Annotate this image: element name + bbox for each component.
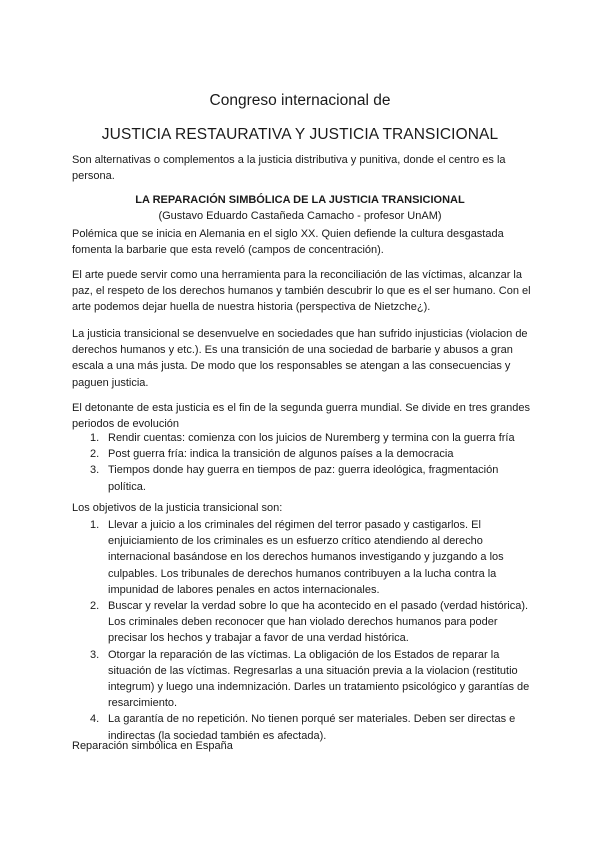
list-item (72, 647, 534, 712)
paragraph-arte: El arte puede servir como una herramienta para la reconciliación de las víctimas, alcanzar la paz, el respeto de los derechos humanos y también descubrir lo que es el ser humano. Con el arte podemos dejar huella de nuestra historia (perspectiva de Nietzche¿). (72, 269, 531, 314)
list-item-text: Buscar y revelar la verdad sobre lo que ha acontecido en el pasado (verdad histórica). Los criminales deben reconocer que han violado derechos humanos para poder precisar los hechos y trabajar a favor de una verdad histórica. (108, 600, 529, 645)
list-number: 2. (90, 448, 100, 461)
intro-paragraph: Son alternativas o complementos a la justicia distributiva y punitiva, donde el centro es la persona. (72, 154, 506, 183)
paragraph-detonante: El detonante de esta justicia es el fin de la segunda guerra mundial. Se divide en tres grandes periodos de evolución (72, 402, 531, 431)
list-item-text: La garantía de no repetición. No tienen porqué ser materiales. Deben ser directas e indirectas (la sociedad también es afectada). (108, 713, 516, 742)
congress-heading: Congreso internacional de (209, 92, 391, 109)
paragraph-justicia-transicional: La justicia transicional se desenvuelve en sociedades que han sufrido injusticias (violacion de derechos humanos y etc.). Es una transición de una sociedad de barbarie y abusos a gran escala a una más justa. De modo que los responsables se atengan a las consecuencias y paguen justicia. (72, 328, 528, 389)
list-item-text: Otorgar la reparación de las víctimas. La obligación de los Estados de reparar la situación de las víctimas. Regresarlas a una situación previa a la violacion (restitutio integrum) y luego una indemnización. Darles un tratamiento psicológico y garantías de resarcimiento. (108, 648, 530, 710)
list-item (72, 517, 534, 598)
list-item (72, 430, 534, 446)
paragraph-polemica: Polémica que se inicia en Alemania en el siglo XX. Quien defiende la cultura desgastada fomenta la barbarie que esta reveló (campos de concentración). (72, 228, 504, 257)
list-item-text: Post guerra fría: indica la transición de algunos países a la democracia (108, 448, 454, 461)
objectives-list (72, 517, 534, 744)
list-number: 4. (90, 713, 100, 726)
list-number: 2. (90, 600, 100, 613)
article-title: LA REPARACIÓN SIMBÓLICA DE LA JUSTICIA TRANSICIONAL (135, 194, 465, 206)
list-item-text: Tiempos donde hay guerra en tiempos de paz: guerra ideológica, fragmentación política. (108, 464, 499, 493)
document-title: JUSTICIA RESTAURATIVA Y JUSTICIA TRANSICIONAL (101, 126, 499, 143)
list-number: 3. (90, 464, 100, 477)
article-author: (Gustavo Eduardo Castañeda Camacho - profesor UnAM) (158, 210, 442, 222)
list-item (72, 446, 534, 462)
list-item-text: Llevar a juicio a los criminales del régimen del terror pasado y castigarlos. El enjuiciamiento de los criminales es un esfuerzo crítico atendiendo al derecho internacional basándose en los derechos humanos investigando y juzgando a los culpables. Los tribunales de derechos humanos contribuyen a la lucha contra la impunidad de labores penales en actos internacionales. (108, 519, 504, 596)
paragraph-espana: Reparación simbólica en España (72, 740, 233, 752)
list-item-text: Rendir cuentas: comienza con los juicios de Nuremberg y termina con la guerra fría (108, 432, 515, 444)
list-item (72, 598, 534, 647)
periods-list (72, 430, 534, 495)
list-number: 1. (90, 519, 100, 531)
list-number: 1. (90, 432, 100, 444)
list-item (72, 462, 534, 494)
list-number: 3. (90, 648, 100, 661)
paragraph-objetivos: Los objetivos de la justicia transicional son: (72, 502, 283, 514)
